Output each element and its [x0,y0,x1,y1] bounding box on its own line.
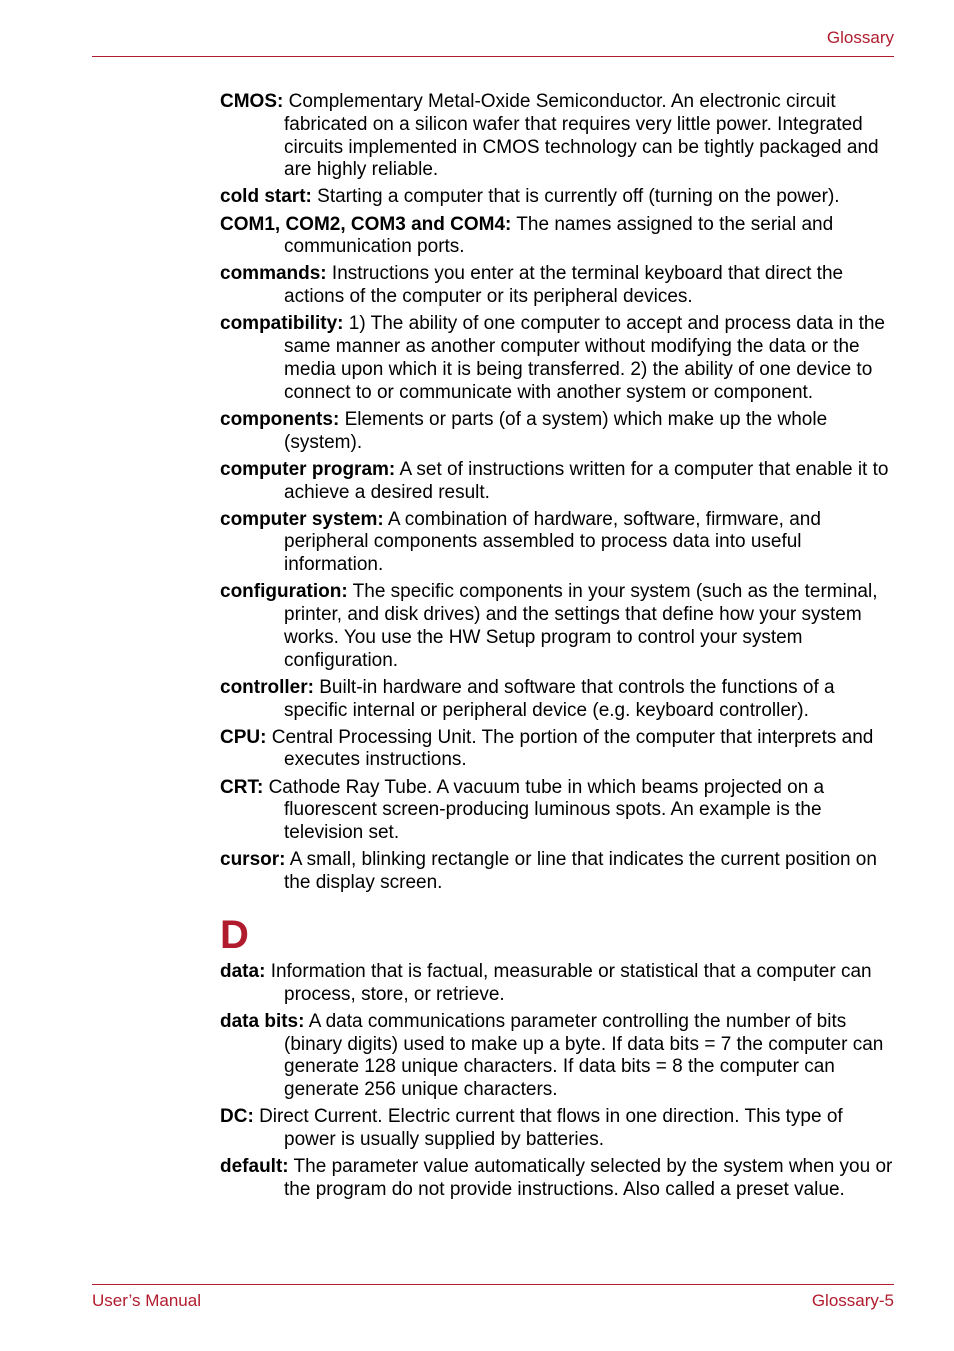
entry-term: configuration: [220,581,348,603]
entry-term: computer program: [220,458,396,480]
entry-definition: Complementary Metal-Oxide Semiconductor. An electronic circuit fabricated on a silicon wafer that requires very little power. Integrated circuits implemented in CMOS technology can be tightly packaged and are highly reliable. [284,91,879,181]
glossary-entry-default [220,1156,894,1202]
glossary-entry-data [220,961,894,1007]
entry-term: CRT: [220,776,264,798]
glossary-entry-components [220,409,894,455]
entries-c-list [220,91,894,895]
entry-definition: Cathode Ray Tube. A vacuum tube in which beams projected on a fluorescent screen-producing luminous spots. An example is the television set. [268,776,825,844]
glossary-entry-configuration [220,581,894,672]
entry-definition: Elements or parts (of a system) which make up the whole (system). [284,408,828,453]
entry-term: cursor: [220,849,286,871]
header-rule [92,56,894,57]
glossary-entry-cold-start [220,186,894,209]
glossary-content [220,91,894,1206]
entry-definition: A set of instructions written for a computer that enable it to achieve a desired result. [284,458,889,503]
entry-definition: The parameter value automatically selected by the system when you or the program do not provide instructions. Also called a preset value. [284,1156,893,1200]
header-section-title: Glossary [826,28,894,47]
footer-rule [92,1284,894,1285]
glossary-entry-cursor [220,849,894,895]
entry-term: DC: [220,1106,254,1128]
glossary-entry-crt [220,777,894,845]
entry-definition: Direct Current. Electric current that flows in one direction. This type of power is usually supplied by batteries. [259,1106,843,1151]
entry-definition: Built-in hardware and software that controls the functions of a specific internal or peripheral device (e.g. keyboard controller). [284,676,835,721]
glossary-entry-cpu [220,727,894,773]
glossary-entry-data-bits [220,1011,894,1102]
entry-term: CMOS: [220,91,284,112]
entry-term: cold start: [220,186,312,208]
entry-definition: Information that is factual, measurable or statistical that a computer can process, store, or retrieve. [270,960,872,1005]
entry-term: compatibility: [220,313,344,335]
entry-term: default: [220,1156,289,1178]
entry-definition: A small, blinking rectangle or line that indicates the current position on the display screen. [284,849,877,894]
entry-definition: A combination of hardware, software, firmware, and peripheral components assembled to process data into useful information. [284,508,821,576]
entries-d-list [220,961,894,1202]
entry-definition: A data communications parameter controlling the number of bits (binary digits) used to make up a byte. If data bits = 7 the computer can generate 128 unique characters. If data bits = 8 the computer can generate 256 unique characters. [284,1010,884,1101]
entry-term: components: [220,408,340,430]
glossary-entry-controller [220,677,894,723]
entry-definition: Instructions you enter at the terminal keyboard that direct the actions of the computer or its peripheral devices. [284,263,844,308]
section-heading-d: D [220,912,249,957]
entry-definition: Central Processing Unit. The portion of the computer that interprets and executes instructions. [271,726,874,771]
entry-term: computer system: [220,508,384,530]
entry-term: CPU: [220,726,267,748]
entry-term: data bits: [220,1010,305,1032]
entry-definition: The specific components in your system (such as the terminal, printer, and disk drives) and the settings that define how your system works. You use the HW Setup program to control your system configuration. [284,581,878,671]
footer-page-number: Glossary-5 [811,1291,894,1310]
entry-definition: Starting a computer that is currently off (turning on the power). [317,186,840,208]
glossary-entry-dc [220,1106,894,1152]
glossary-entry-cmos [220,91,894,182]
glossary-entry-computer-program [220,459,894,505]
glossary-entry-com-ports [220,214,894,260]
footer-manual-title: User’s Manual [92,1291,201,1310]
entry-term: commands: [220,263,327,285]
entry-definition: 1) The ability of one computer to accept and process data in the same manner as another computer without modifying the data or the media upon which it is being transferred. 2) the ability of one device to connect to or communicate with another system or component. [284,313,885,403]
glossary-entry-commands [220,263,894,309]
entry-definition: The names assigned to the serial and communication ports. [284,213,834,258]
glossary-entry-compatibility [220,313,894,404]
entry-term: controller: [220,676,314,698]
entry-term: data: [220,960,266,982]
entry-term: COM1, COM2, COM3 and COM4: [220,213,512,235]
glossary-entry-computer-system [220,509,894,577]
